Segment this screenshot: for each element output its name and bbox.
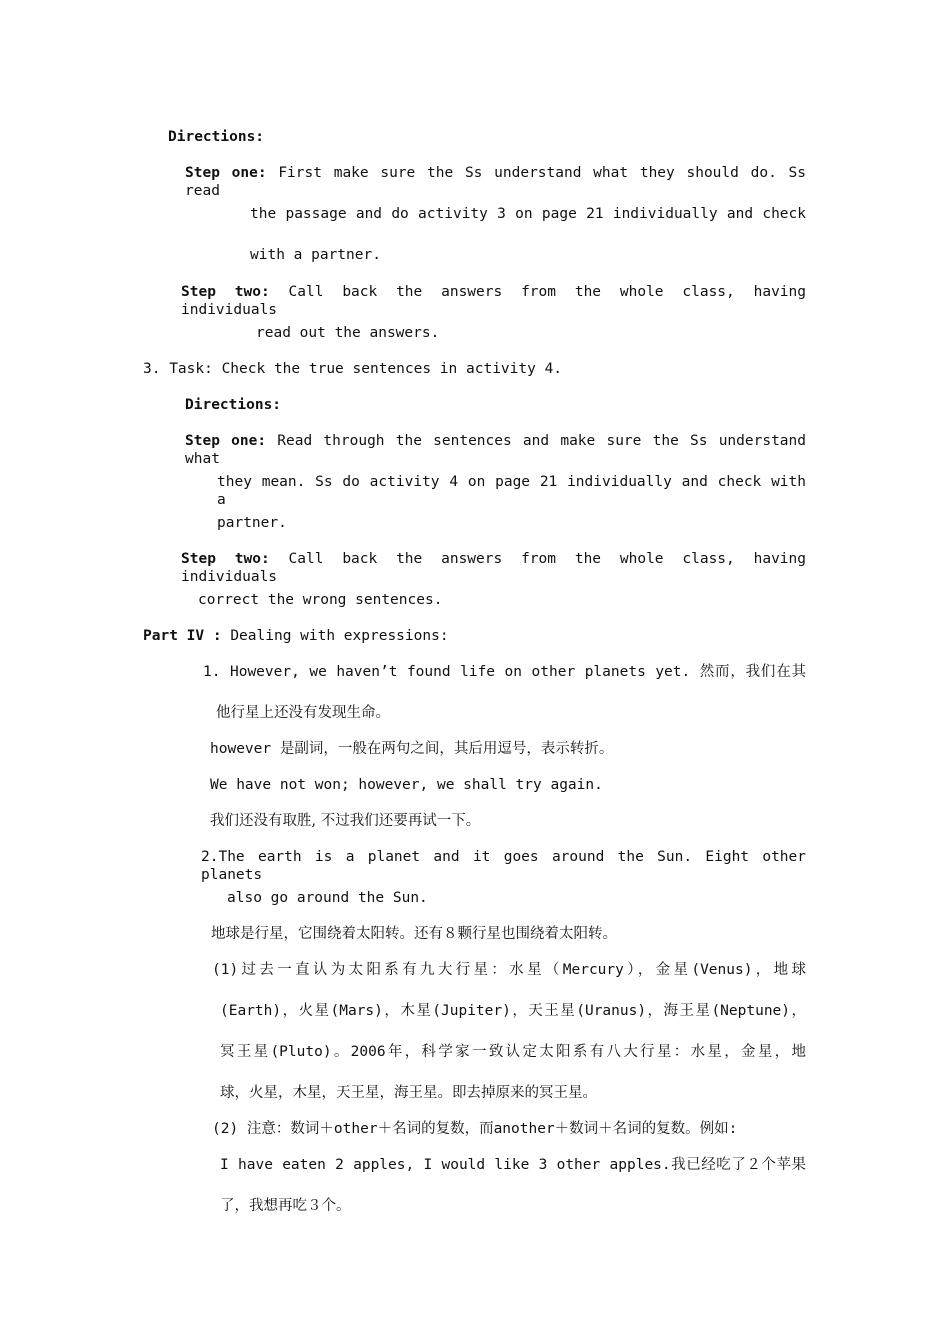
step-one-b-label: Step one:: [185, 433, 267, 449]
note-1-line-4: 球，火星，木星，天王星，海王星。即去掉原来的冥王星。: [220, 1085, 597, 1101]
item-2-chinese: 地球是行星，它围绕着太阳转。还有８颗行星也围绕着太阳转。: [211, 926, 617, 942]
note-2-line-3: 了，我想再吃３个。: [220, 1198, 351, 1214]
step-one-b-line-2: they mean. Ss do activity 4 on page 21 individually and check with a: [217, 474, 806, 508]
step-one-a-line-2: the passage and do activity 3 on page 21 individually and check: [250, 206, 806, 222]
item-2-line-2: also go around the Sun.: [227, 890, 428, 906]
part-iv-heading: [143, 627, 449, 645]
note-2-line-1: (2) 注意：数词＋other＋名词的复数，而another＋数词＋名词的复数。例如:: [212, 1121, 738, 1137]
step-one-a-text-1: First make sure the Ss understand what they should do. Ss read: [185, 165, 806, 199]
step-two-a-label: Step two:: [181, 284, 270, 300]
directions-heading-2: Directions:: [185, 397, 282, 413]
step-two-a-line-1: [181, 283, 806, 319]
step-one-a-line-1: [185, 164, 806, 200]
step-two-a-text-1: Call back the answers from the whole class, having individuals: [181, 284, 806, 318]
step-two-b-label: Step two:: [181, 551, 270, 567]
item-1-line-1: 1. However, we haven’t found life on other planets yet. 然而，我们在其: [203, 664, 806, 680]
note-1-line-1: (1)过去一直认为太阳系有九大行星：水星（Mercury），金星(Venus)，地球: [212, 962, 806, 978]
item-2-line-1: 2.The earth is a planet and it goes around the Sun. Eight other planets: [201, 849, 806, 883]
step-one-a-label: Step one:: [185, 165, 267, 181]
task-3: 3. Task: Check the true sentences in activity 4.: [143, 361, 563, 377]
example-chinese: 我们还没有取胜, 不过我们还要再试一下。: [210, 813, 481, 829]
step-one-b-line-1: [185, 432, 806, 468]
part-iv-label: Part IV :: [143, 628, 222, 644]
step-two-b-line-2: correct the wrong sentences.: [198, 592, 443, 608]
step-one-a-line-3: with a partner.: [250, 247, 381, 263]
however-note: however 是副词，一般在两句之间，其后用逗号，表示转折。: [210, 741, 614, 757]
note-2-line-2: I have eaten 2 apples, I would like 3 other apples.我已经吃了２个苹果: [220, 1157, 806, 1173]
step-two-b-text-1: Call back the answers from the whole class, having individuals: [181, 551, 806, 585]
step-two-b-line-1: [181, 550, 806, 586]
note-1-line-2: (Earth)，火星(Mars)，木星(Jupiter)，天王星(Uranus)，海王星(Neptune)，: [220, 1003, 806, 1019]
note-1-line-3: 冥王星(Pluto)。2006年，科学家一致认定太阳系有八大行星：水星，金星，地: [220, 1044, 806, 1060]
part-iv-text: Dealing with expressions:: [230, 628, 449, 644]
example-english: We have not won; however, we shall try again.: [210, 777, 603, 793]
step-one-b-text-1: Read through the sentences and make sure the Ss understand what: [185, 433, 806, 467]
item-1-line-2: 他行星上还没有发现生命。: [216, 705, 390, 721]
directions-heading-1: Directions:: [168, 129, 265, 145]
step-two-a-line-2: read out the answers.: [256, 325, 440, 341]
step-one-b-line-3: partner.: [217, 515, 287, 531]
